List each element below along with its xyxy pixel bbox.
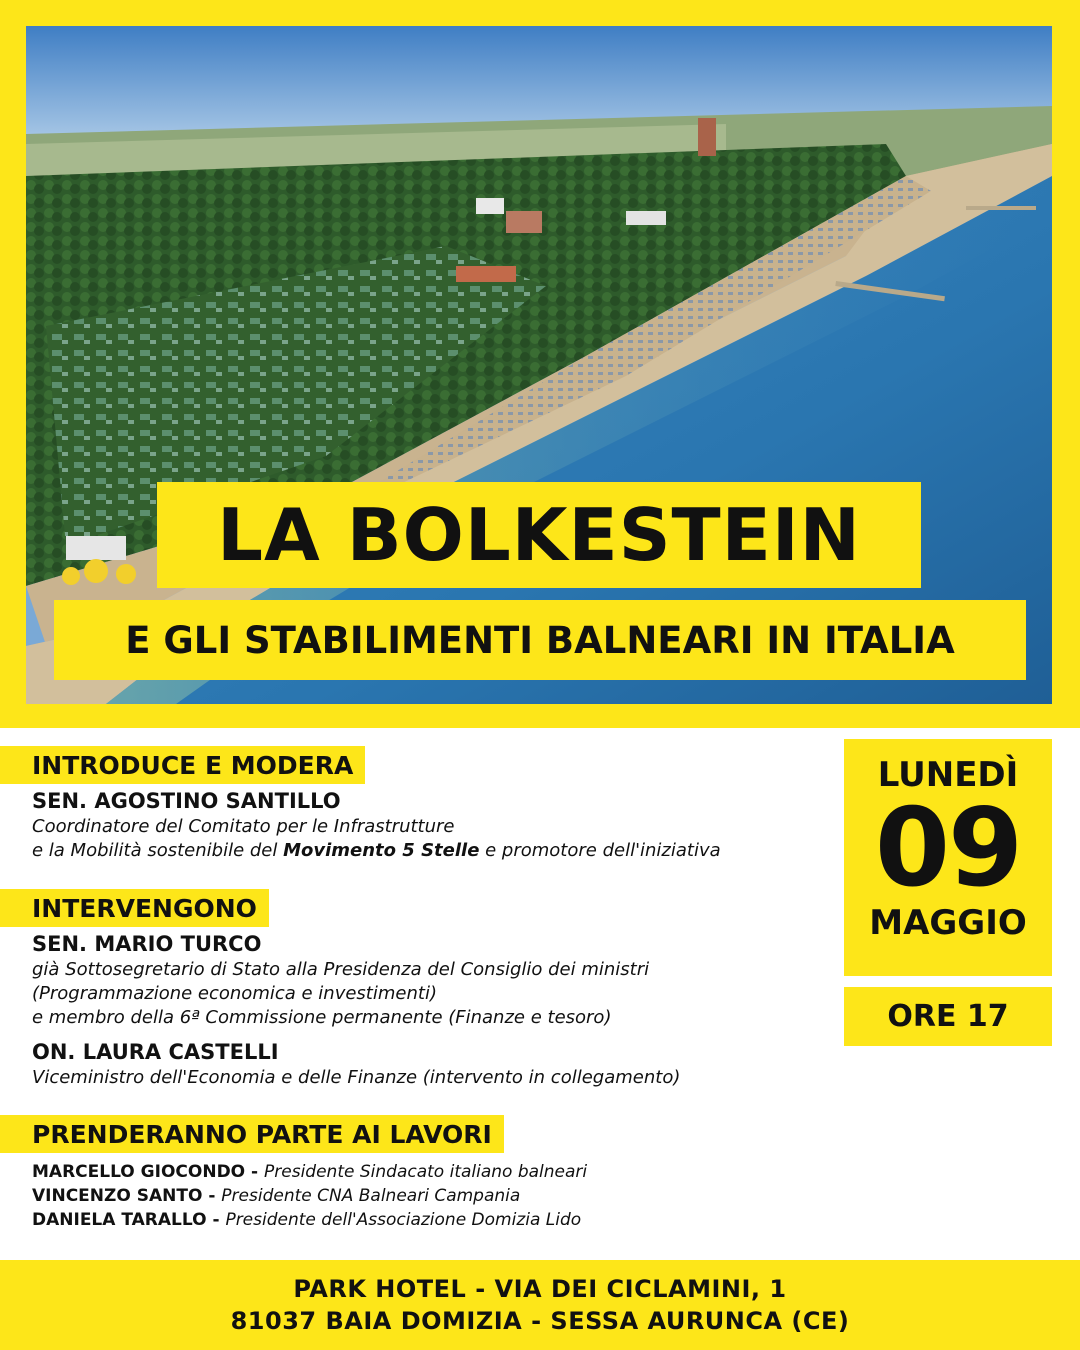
section-label-participants: PRENDERANNO PARTE AI LAVORI — [0, 1115, 504, 1153]
speaker-2-description-line-1: Viceministro dell'Economia e delle Finanze (intervento in collegamento) — [32, 1067, 681, 1088]
speaker-1-description-line-3: e membro della 6ª Commissione permanente (Finanze e tesoro) — [32, 1007, 612, 1028]
moderator-name: SEN. AGOSTINO SANTILLO — [32, 789, 341, 813]
time-badge — [844, 987, 1052, 1046]
date-badge — [844, 739, 1052, 976]
title-banner — [157, 482, 921, 588]
moderator-description-line-2: e la Mobilità sostenibile del Movimento 5 Stelle e promotore dell'iniziativa — [32, 840, 721, 861]
event-title: LA BOLKESTEIN — [217, 493, 861, 577]
venue-footer — [0, 1260, 1080, 1350]
list-item: DANIELA TARALLO - Presidente dell'Associazione Domizia Lido — [32, 1210, 582, 1230]
speaker-1-description-line-2: (Programmazione economica e investimenti) — [32, 983, 437, 1004]
moderator-description-line-1: Coordinatore del Comitato per le Infrastrutture — [32, 816, 455, 837]
subtitle-banner — [54, 600, 1026, 680]
section-label-intro: INTRODUCE E MODERA — [0, 746, 365, 784]
date-number: 09 — [874, 786, 1022, 911]
venue-address-line-1: PARK HOTEL - VIA DEI CICLAMINI, 1 — [293, 1275, 787, 1303]
venue-address-line-2: 81037 BAIA DOMIZIA - SESSA AURUNCA (CE) — [230, 1307, 850, 1335]
speaker-name-2: ON. LAURA CASTELLI — [32, 1040, 279, 1064]
speaker-1-description-line-1: già Sottosegretario di Stato alla Presidenza del Consiglio dei ministri — [32, 959, 650, 980]
date-month: MAGGIO — [869, 903, 1027, 943]
list-item: MARCELLO GIOCONDO - Presidente Sindacato italiano balneari — [32, 1162, 588, 1182]
event-subtitle: E GLI STABILIMENTI BALNEARI IN ITALIA — [125, 618, 955, 662]
party-name: Movimento 5 Stelle — [283, 840, 480, 861]
event-time: ORE 17 — [887, 999, 1009, 1034]
list-item: VINCENZO SANTO - Presidente CNA Balneari Campania — [32, 1186, 521, 1206]
section-label-speakers: INTERVENGONO — [0, 889, 269, 927]
speaker-name-1: SEN. MARIO TURCO — [32, 932, 262, 956]
participants-list — [32, 1160, 812, 1232]
date-weekday: LUNEDÌ — [877, 755, 1019, 795]
